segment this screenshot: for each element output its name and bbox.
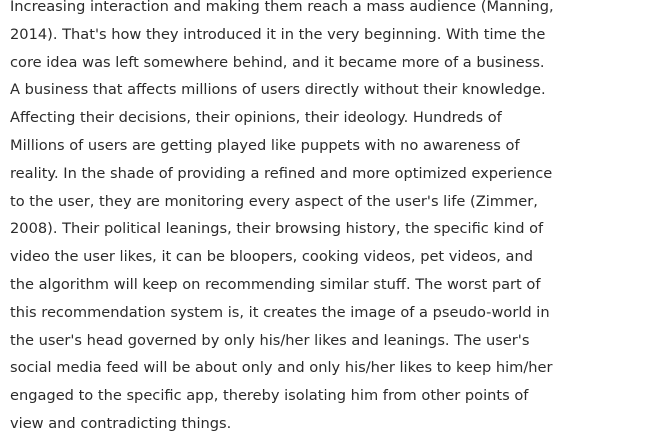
document-body [10,0,650,438]
text-line: reality. In the shade of providing a refined and more optimized experience [10,164,553,182]
text-line: this recommendation system is, it creates the image of a pseudo-world in [10,303,550,321]
text-line: 2008). Their political leanings, their browsing history, the specific kind of [10,220,544,238]
text-line: social media feed will be about only and only his/her likes to keep him/her [10,359,553,377]
text-line: engaged to the specific app, thereby isolating him from other points of [10,387,529,405]
text-line: to the user, they are monitoring every aspect of the user's life (Zimmer, [10,192,538,210]
text-line: A business that affects millions of users directly without their knowledge. [10,81,546,99]
text-line: core idea was left somewhere behind, and it became more of a business. [10,53,545,71]
text-line: video the user likes, it can be bloopers, cooking videos, pet videos, and [10,248,533,266]
text-line: the user's head governed by only his/her likes and leanings. The user's [10,331,530,349]
text-line: Millions of users are getting played like puppets with no awareness of [10,136,520,154]
text-line: Increasing interaction and making them reach a mass audience (Manning, [10,0,554,15]
text-line: Affecting their decisions, their opinions, their ideology. Hundreds of [10,109,502,127]
text-line: view and contradicting things. [10,414,232,432]
text-line: the algorithm will keep on recommending similar stuff. The worst part of [10,275,541,293]
text-line: 2014). That's how they introduced it in the very beginning. With time the [10,25,546,43]
